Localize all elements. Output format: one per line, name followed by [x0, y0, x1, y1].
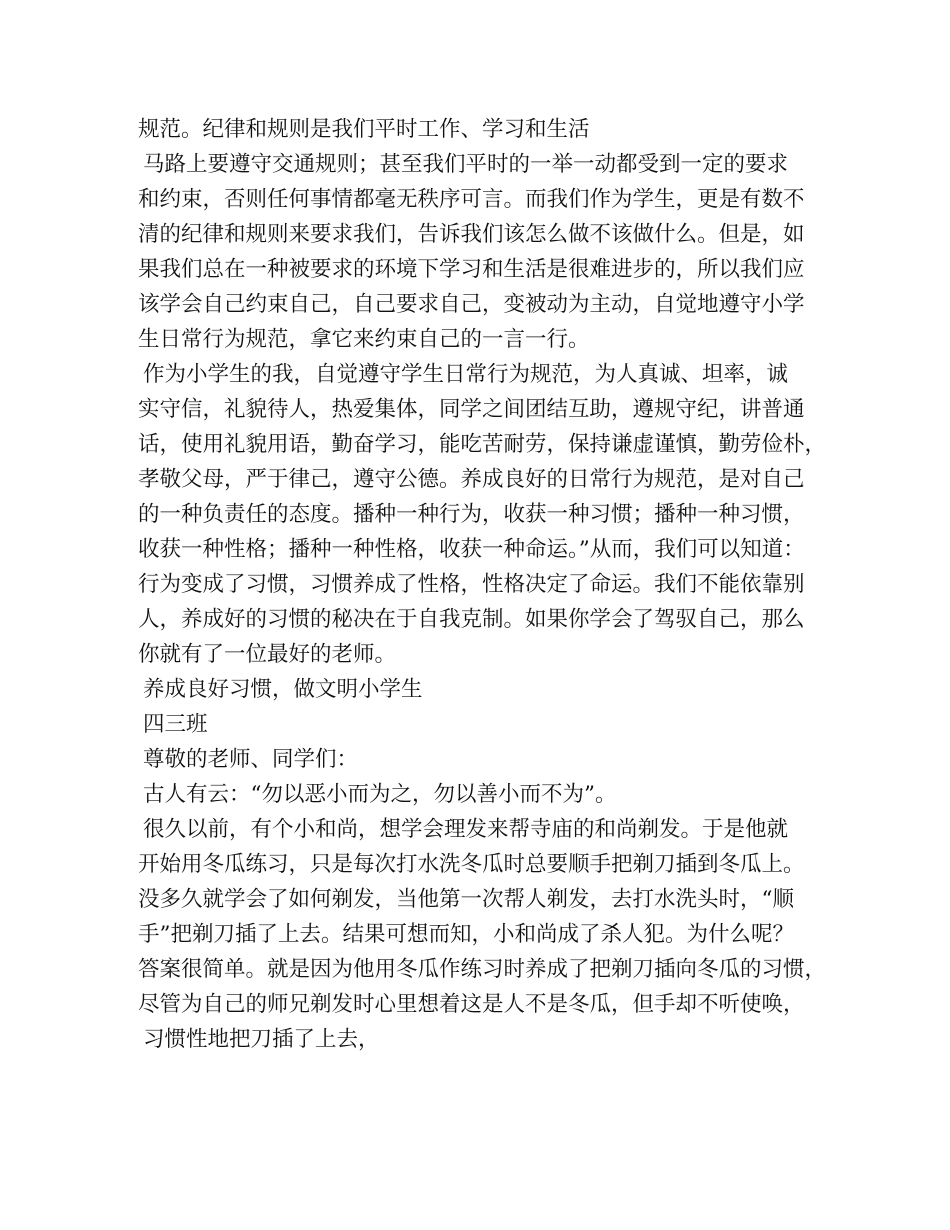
text-line: 孝敬父母，严于律己，遵守公德。养成良好的日常行为规范，是对自己: [138, 467, 805, 492]
text-line: 生日常行为规范，拿它来约束自己的一言一行。: [138, 327, 590, 352]
text-line: 话，使用礼貌用语，勤奋学习，能吃苦耐劳，保持谦虚谨慎，勤劳俭朴，: [138, 432, 827, 457]
text-line: 没多久就学会了如何剃发，当他第一次帮人剃发，去打水洗头时，“顺: [138, 887, 794, 912]
text-line: 行为变成了习惯，习惯养成了性格，性格决定了命运。我们不能依靠别: [138, 572, 805, 597]
text-line: 开始用冬瓜练习，只是每次打水洗冬瓜时总要顺手把剃刀插到冬瓜上。: [138, 852, 805, 877]
text-line: 古人有云：“勿以恶小而为之，勿以善小而不为”。: [143, 782, 617, 807]
text-line: 答案很简单。就是因为他用冬瓜作练习时养成了把剃刀插向冬瓜的习惯，: [138, 957, 827, 982]
text-line: 尽管为自己的师兄剃发时心里想着这是人不是冬瓜，但手却不听使唤，: [138, 992, 805, 1017]
text-line: 人，养成好的习惯的秘决在于自我克制。如果你学会了驾驭自己，那么: [138, 607, 805, 632]
text-line: 的一种负责任的态度。播种一种行为，收获一种习惯；播种一种习惯，: [138, 502, 805, 527]
text-line: 该学会自己约束自己，自己要求自己，变被动为主动，自觉地遵守小学: [138, 292, 805, 317]
text-line: 马路上要遵守交通规则；甚至我们平时的一举一动都受到一定的要求: [143, 152, 789, 177]
text-line: 收获一种性格；播种一种性格，收获一种命运。”从而，我们可以知道：: [138, 537, 805, 562]
text-line: 尊敬的老师、同学们：: [143, 747, 359, 772]
text-line: 手”把剃刀插了上去。结果可想而知，小和尚成了杀人犯。为什么呢？: [138, 922, 794, 947]
text-line: 规范。纪律和规则是我们平时工作、学习和生活: [138, 117, 590, 142]
text-line: 作为小学生的我，自觉遵守学生日常行为规范，为人真诚、坦率，诚: [143, 362, 789, 387]
text-line: 清的纪律和规则来要求我们，告诉我们该怎么做不该做什么。但是，如: [138, 222, 805, 247]
document-body: [138, 112, 838, 1057]
text-line: 果我们总在一种被要求的环境下学习和生活是很难进步的，所以我们应: [138, 257, 805, 282]
text-line: 养成良好习惯，做文明小学生: [143, 677, 423, 702]
text-line: 和约束，否则任何事情都毫无秩序可言。而我们作为学生，更是有数不: [138, 187, 805, 212]
text-line: 实守信，礼貌待人，热爱集体，同学之间团结互助，遵规守纪，讲普通: [138, 397, 805, 422]
text-line: 习惯性地把刀插了上去，: [143, 1027, 380, 1052]
text-line: 你就有了一位最好的老师。: [138, 642, 397, 667]
text-line: 四三班: [143, 712, 208, 737]
text-line: 很久以前，有个小和尚，想学会理发来帮寺庙的和尚剃发。于是他就: [143, 817, 789, 842]
